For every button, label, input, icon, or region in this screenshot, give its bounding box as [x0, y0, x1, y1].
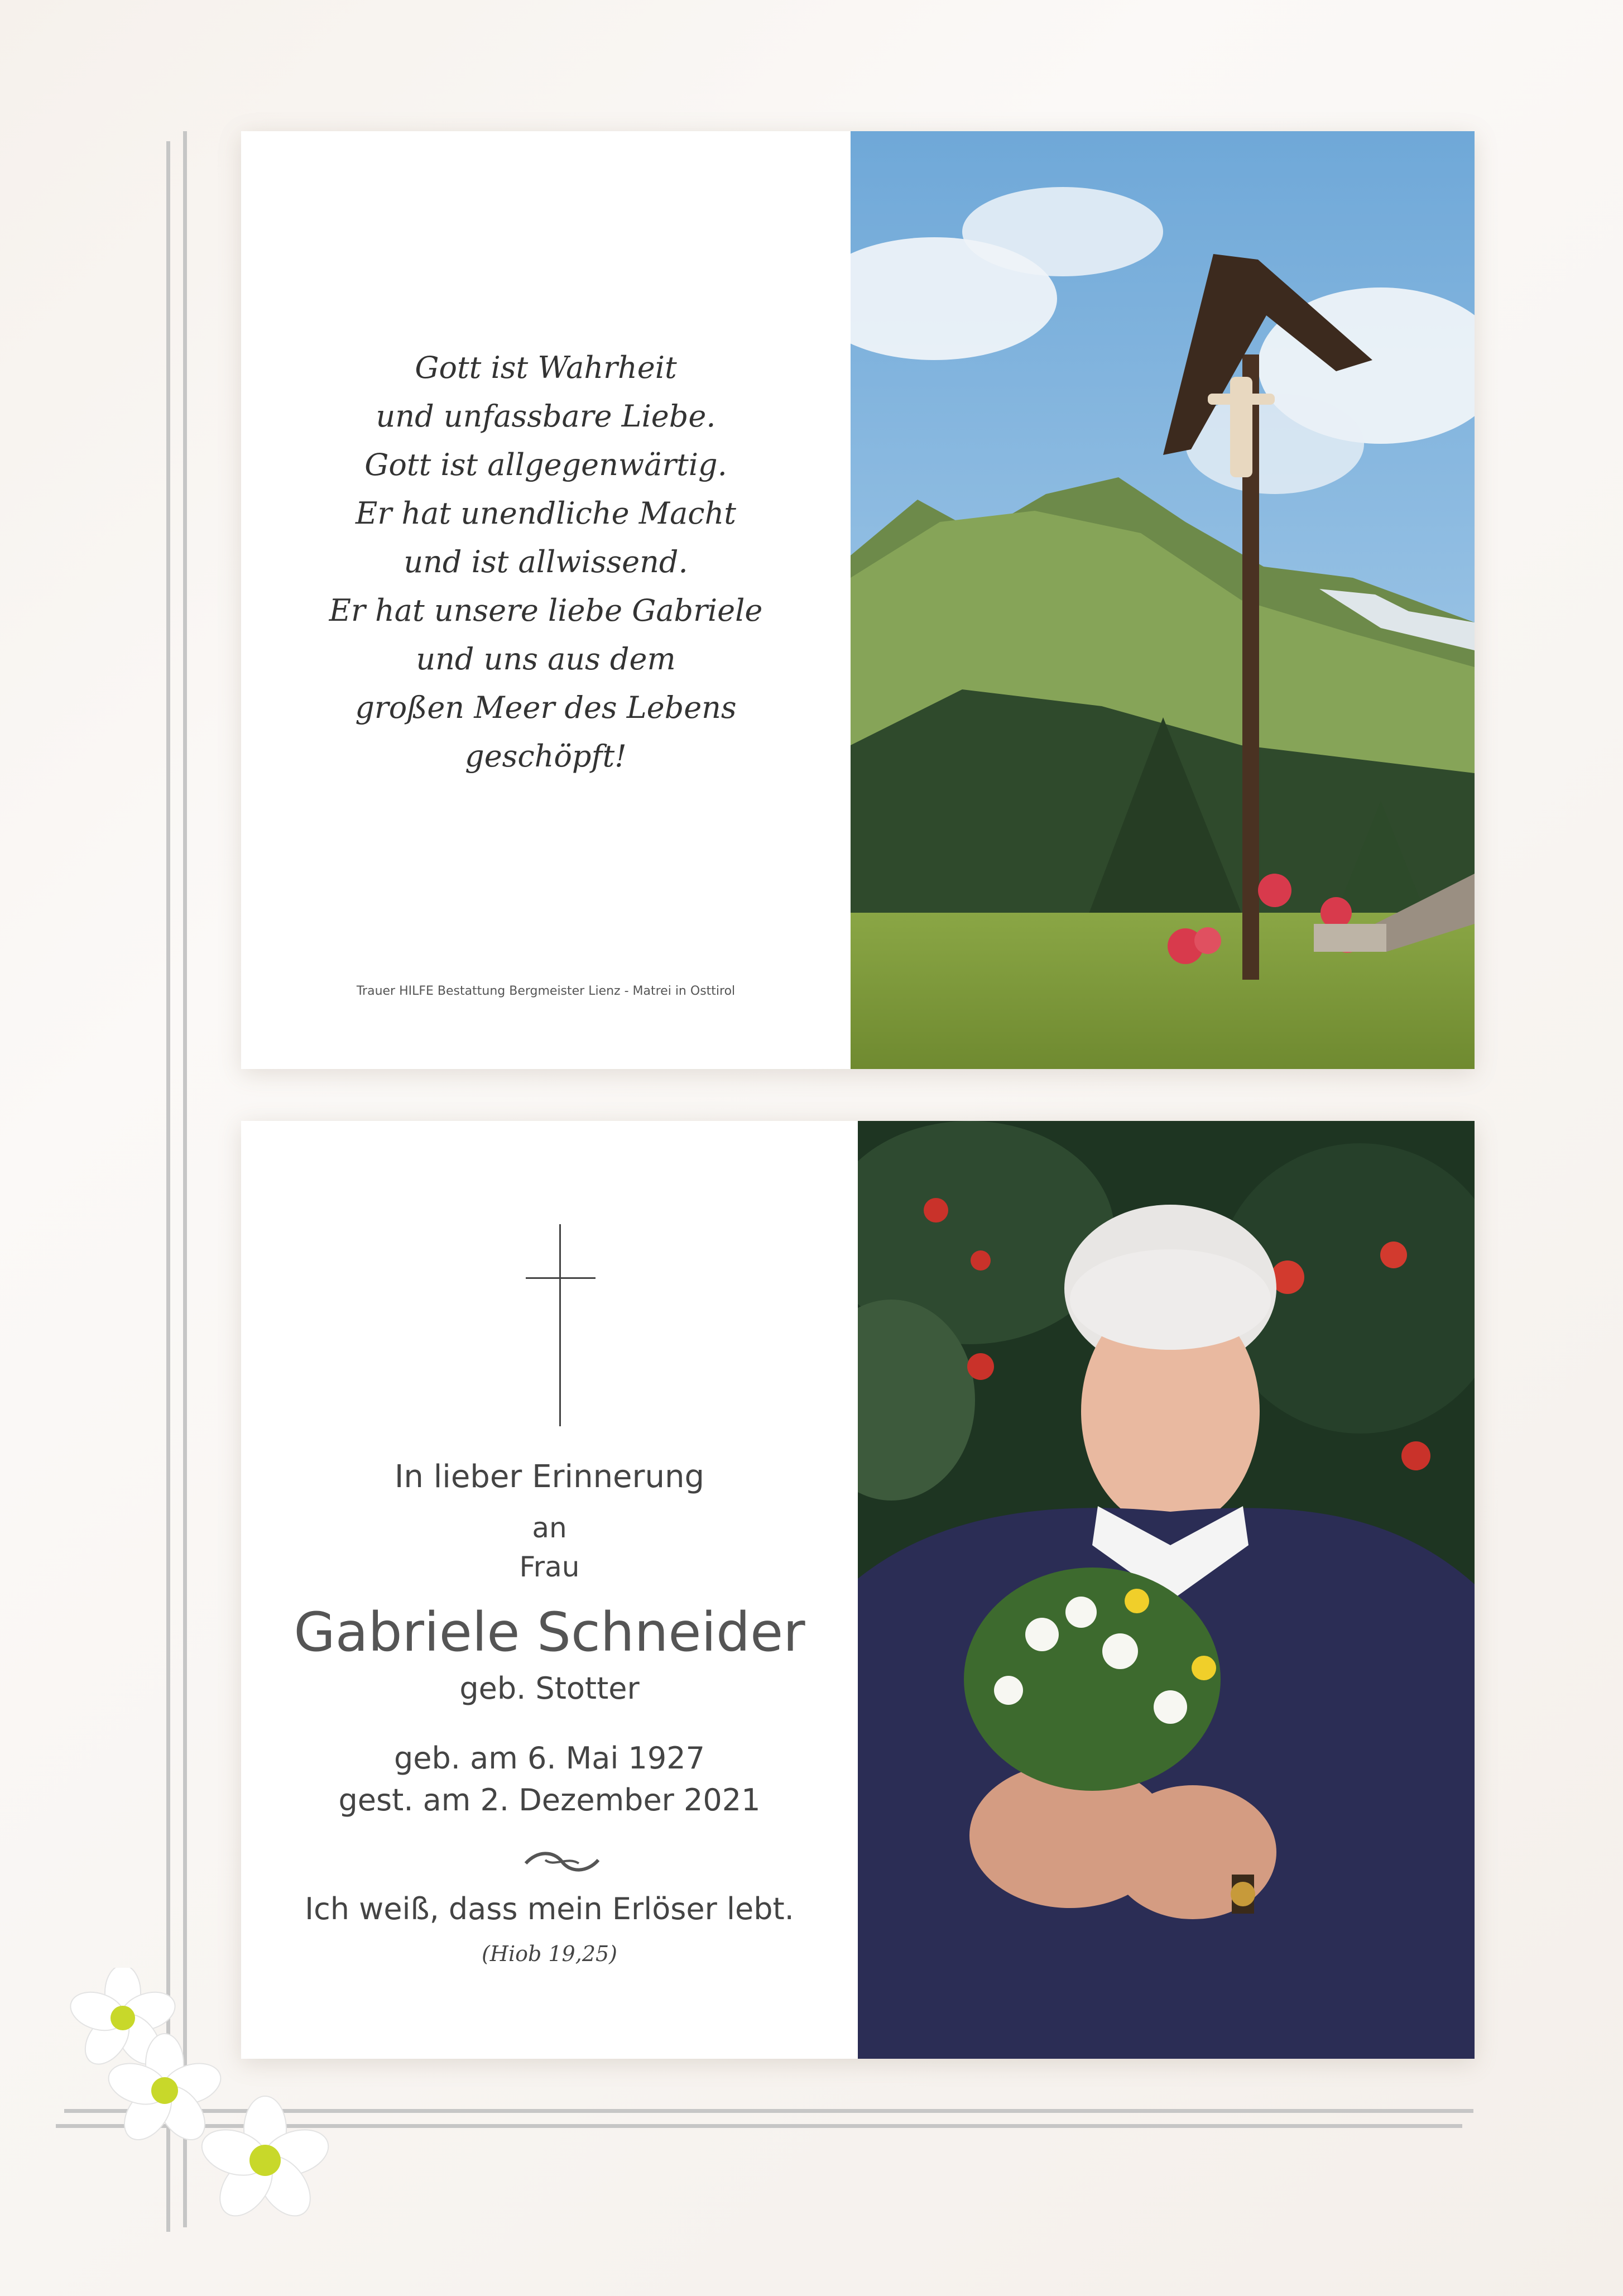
memorial-an: an [532, 1512, 567, 1544]
poem-panel [241, 131, 851, 1069]
deceased-name: Gabriele Schneider [294, 1601, 805, 1664]
poem-line: Gott ist allgegenwärtig. [364, 447, 727, 482]
prayer-card [241, 131, 1475, 1069]
poem-line: Er hat unsere liebe Gabriele [329, 593, 763, 628]
poem [241, 343, 851, 780]
memorial-title: Frau [519, 1551, 580, 1583]
poem-line: Gott ist Wahrheit [415, 350, 677, 385]
memorial-intro: In lieber Erinnerung [394, 1459, 705, 1495]
bible-verse: Ich weiß, dass mein Erlöser lebt. [305, 1891, 794, 1926]
frame-line-vertical-1 [166, 141, 170, 2232]
poem-line: geschöpft! [465, 739, 627, 774]
portrait-photo [858, 1121, 1475, 2059]
bible-verse-reference: (Hiob 19,25) [481, 1942, 617, 1966]
death-date: gest. am 2. Dezember 2021 [338, 1782, 761, 1818]
mountain-cross-photo [851, 131, 1475, 1069]
poem-line: Er hat unendliche Macht [356, 496, 736, 531]
memorial-card [241, 1121, 1475, 2059]
birth-date: geb. am 6. Mai 1927 [394, 1741, 705, 1776]
poem-line: und unfassbare Liebe. [376, 399, 716, 434]
memorial-text-panel [241, 1121, 858, 2059]
maiden-name: geb. Stotter [459, 1671, 640, 1706]
flower-icon [61, 1968, 352, 2236]
ornament-icon [523, 1848, 601, 1876]
frame-line-vertical-2 [183, 131, 187, 2227]
poem-line: und uns aus dem [416, 641, 676, 677]
funeral-home-credit: Trauer HILFE Bestattung Bergmeister Lienz - Matrei in Osttirol [356, 984, 736, 998]
poem-line: großen Meer des Lebens [355, 690, 737, 725]
poem-line: und ist allwissend. [404, 544, 688, 579]
